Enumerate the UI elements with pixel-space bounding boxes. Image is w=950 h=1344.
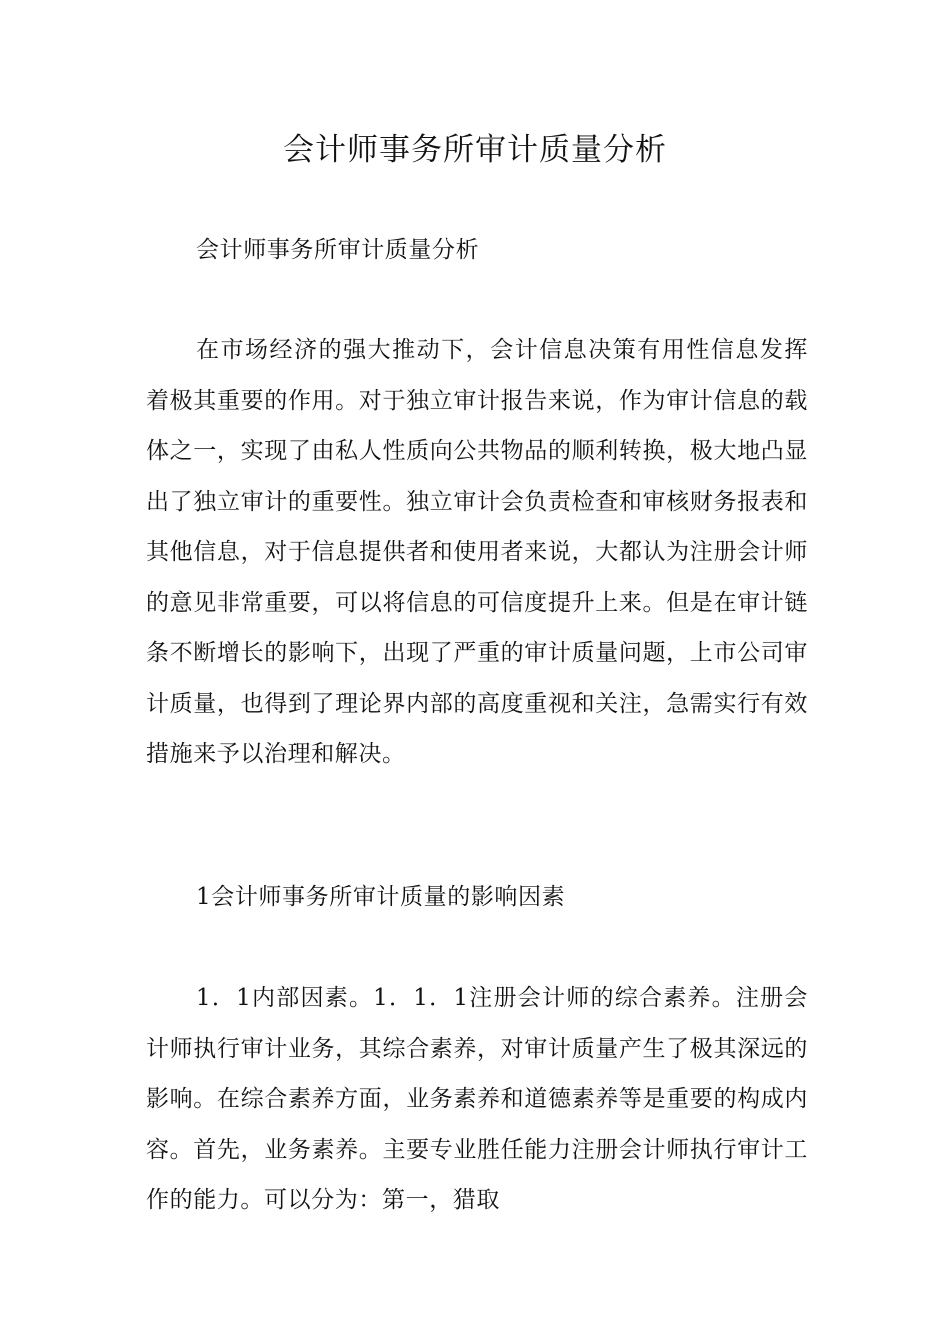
document-subtitle: 会计师事务所审计质量分析: [196, 237, 480, 263]
section-heading: 1会计师事务所审计质量的影响因素: [196, 884, 566, 910]
paragraph-internal-factors: 1．1内部因素。1．1．1注册会计师的综合素养。注册会计师执行审计业务，其综合素养，对审计质量产生了极其深远的影响。在综合素养方面，业务素养和道德素养等是重要的构成内容。首先，业务素养。主要专业胜任能力注册会计师执行审计工作的能力。可以分为：第一，猎取: [146, 985, 808, 1213]
document-title: 会计师事务所审计质量分析: [283, 132, 667, 168]
paragraph-intro: 在市场经济的强大推动下，会计信息决策有用性信息发挥着极其重要的作用。对于独立审计报告来说，作为审计信息的载体之一，实现了由私人性质向公共物品的顺利转换，极大地凸显出了独立审计的重要性。独立审计会负责检查和审核财务报表和其他信息，对于信息提供者和使用者来说，大都认为注册会计师的意见非常重要，可以将信息的可信度提升上来。但是在审计链条不断增长的影响下，出现了严重的审计质量问题，上市公司审计质量，也得到了理论界内部的高度重视和关注，急需实行有效措施来予以治理和解决。: [146, 337, 808, 767]
